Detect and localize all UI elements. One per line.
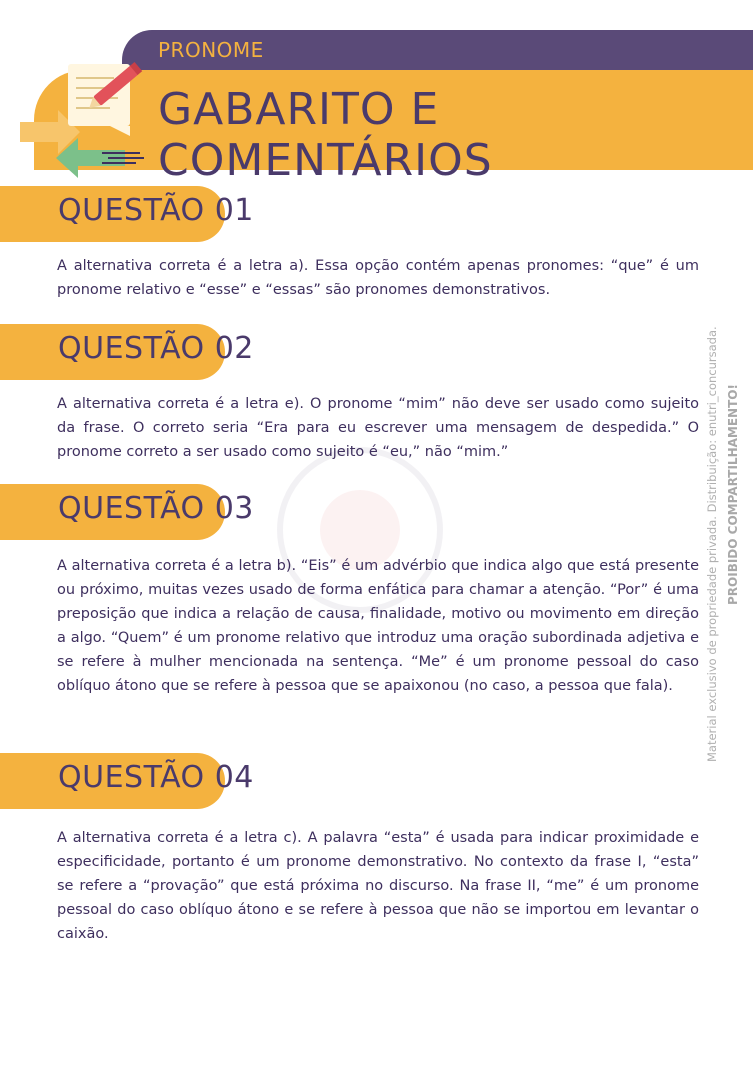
sharing-warning: PROIBIDO COMPARTILHAMENTO!: [726, 384, 740, 605]
question-02-title: QUESTÃO 02: [58, 331, 254, 366]
question-04-answer: A alternativa correta é a letra c). A palavra “esta” é usada para indicar proximidade e especificidade, portanto é um pronome demonstrativo. No contexto da frase I, “esta” se refere a “provação” que está próxima no discurso. Na frase II, “me” é um pronome pessoal do caso oblíquo átono e se refere à pessoa que não se importou em levantar o caixão.: [57, 830, 699, 942]
question-03-answer: A alternativa correta é a letra b). “Eis” é um advérbio que indica algo que está presente ou próximo, muitas vezes usado de forma enfática para chamar a atenção. “Por” é uma preposição que indica a relação de causa, finalidade, motivo ou movimento em direção a algo. “Quem” é um pronome relativo que introduz uma oração subordinada adjetiva e se refere à mulher mencionada na sentença. “Me” é um pronome pessoal do caso oblíquo átono que se refere à pessoa que se apaixonou (no caso, a pessoa que fala).: [57, 558, 699, 694]
copyright-notice: Material exclusivo de propriedade privada. Distribuição: enutri_concursada.: [705, 326, 719, 762]
page-title: GABARITO E COMENTÁRIOS: [158, 84, 493, 186]
question-01-answer: A alternativa correta é a letra a). Essa opção contém apenas pronomes: “que” é um pronome relativo e “esse” e “essas” são pronomes demonstrativos.: [57, 258, 699, 298]
subject-label: PRONOME: [158, 38, 264, 62]
notepad-pencil-icon: [20, 52, 150, 182]
question-04-title: QUESTÃO 04: [58, 760, 254, 795]
question-02-answer: A alternativa correta é a letra e). O pronome “mim” não deve ser usado como sujeito da frase. O correto seria “Era para eu escrever uma mensagem de despedida.” O pronome correto a ser usado como sujeito é “eu,” não “mim.”: [57, 396, 699, 460]
question-01-title: QUESTÃO 01: [58, 193, 254, 228]
question-03-title: QUESTÃO 03: [58, 491, 254, 526]
